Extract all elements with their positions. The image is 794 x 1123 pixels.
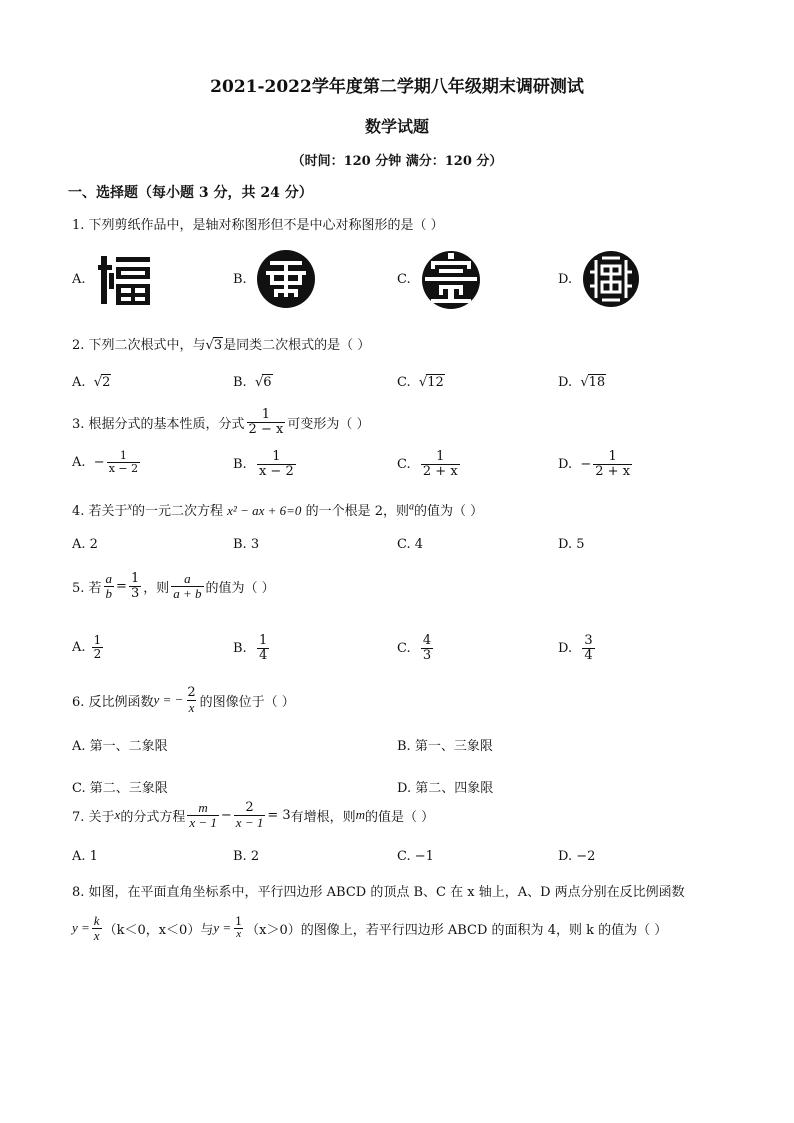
q7-option-d: D. −2 [558,849,596,864]
question-5-text: 5. 若 $\frac{a}{b}$ = $\frac{1}{3}$ ，则 $\frac{a}{a + b}$ 的值为（ ） [72,571,275,601]
exam-subject: 数学试题 [364,117,429,136]
section-heading-multiple-choice: 一、选择题（每小题 3 分，共 24 分） [68,185,313,201]
q4-equation: x² − ax + 6=0 [227,503,302,518]
q7-option-c: C. −1 [397,849,434,864]
q6-option-c: C. 第二、三象限 [72,781,168,796]
question-8-line-2: y = $\frac{k}{x}$ （k＜0，x＜0）与 y = $\frac{1}{x}$ （x＞0）的图像上，若平行四边形 ABCD 的面积为 4，则 k 的值为（ ） [72,913,668,943]
q2-sqrt-expression: √3 [205,338,223,353]
q1-option-a-label: A. [72,272,86,287]
q3-option-b: B. $\frac{1}{x - 2}$ [233,449,294,479]
q3-fraction: $\frac{1}{2 - x}$ [248,407,284,437]
q5-option-c: C. $\frac{4}{3}$ [397,633,432,663]
q7-option-b: B. 2 [233,849,260,864]
fu-character-paper-cut-icon [96,251,154,309]
question-8-line-1: 8. 如图，在平面直角坐标系中，平行四边形 ABCD 的顶点 B、C 在 x 轴上，A、D 两点分别在反比例函数 [72,885,685,900]
maze-round-paper-cut-icon [582,250,640,308]
exam-title: 2021-2022学年度第二学期八年级期末调研测试 [210,77,584,97]
q2-text-pre: 2. 下列二次根式中，与 [72,338,206,353]
q4-option-b: B. 3 [233,537,260,552]
question-6-text: 6. 反比例函数 y = − $\frac{2}{x}$ 的图像位于（ ） [72,685,295,715]
q1-option-d-label: D. [558,272,573,287]
q3-option-d: D. − $\frac{1}{2 + x}$ [558,449,631,479]
q5-option-b: B. $\frac{1}{4}$ [233,633,268,663]
q4-option-c: C. 4 [397,537,424,552]
q6-option-a: A. 第一、二象限 [72,739,168,754]
q3-option-c: C. $\frac{1}{2 + x}$ [397,449,458,479]
shou-round-paper-cut-icon [256,249,316,309]
question-4-text: 4. 若关于$^x$的一元二次方程 x² − ax + 6=0 的一个根是 2，则$^a$的值为（ ） [72,501,484,519]
q3-option-a: A. − $\frac{1}{x - 2}$ [72,449,139,475]
q4-option-a: A. 2 [72,537,98,552]
q6-option-b: B. 第一、三象限 [397,739,493,754]
q1-option-c-label: C. [397,272,411,287]
question-3-text: 3. 根据分式的基本性质，分式 $\frac{1}{2 - x}$ 可变形为（ ） [72,407,370,437]
q6-option-d: D. 第二、四象限 [397,781,494,796]
question-2-text [72,334,370,353]
q4-option-d: D. 5 [558,537,585,552]
round-seal-paper-cut-icon [421,249,481,311]
q2-option-a: A. √2 [72,375,111,390]
q7-option-a: A. 1 [72,849,98,864]
q2-option-b: B. √6 [233,375,272,390]
question-7-text: 7. 关于 x 的分式方程 $\frac{m}{x - 1}$ − $\frac{2}{x - 1}$ = 3 有增根，则 m 的值是（ ） [72,800,435,830]
question-1-text: 1. 下列剪纸作品中，是轴对称图形但不是中心对称图形的是（ ） [72,218,444,233]
q1-option-b-label: B. [233,272,247,287]
q2-option-c: C. √12 [397,375,444,390]
exam-time-info: （时间：120 分钟 满分：120 分） [291,154,503,169]
q2-option-d: D. √18 [558,375,606,390]
q2-text-post: 是同类二次根式的是（ ） [223,338,371,353]
q5-option-a: A. $\frac{1}{2}$ [72,633,102,661]
q5-option-d: D. $\frac{3}{4}$ [558,633,593,663]
